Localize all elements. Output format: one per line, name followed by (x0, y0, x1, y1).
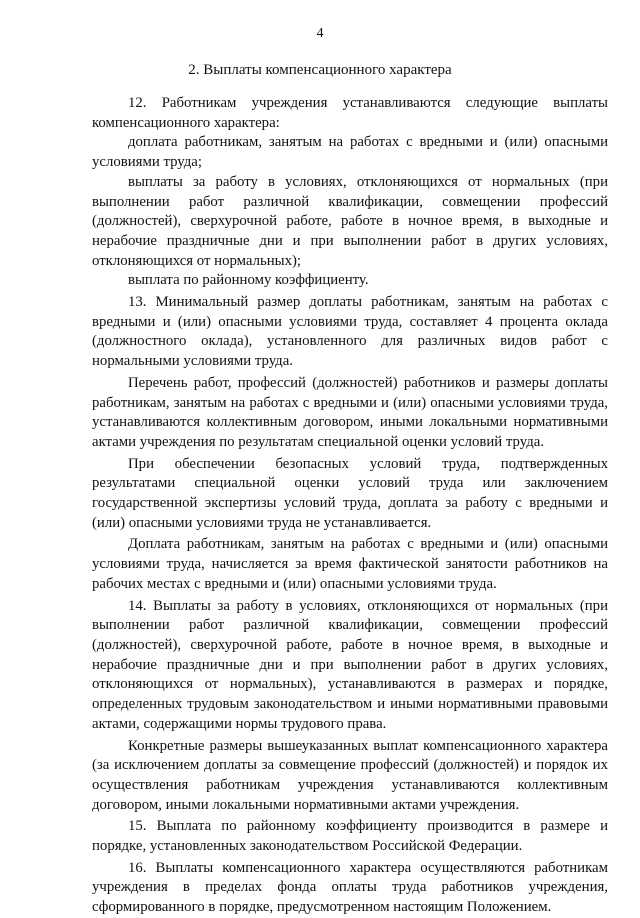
section-title: 2. Выплаты компенсационного характера (188, 62, 452, 78)
paragraph-15: 15. Выплата по районному коэффициенту производится в размере и порядке, установленных законодательством Российской Федерации. (92, 818, 608, 855)
paragraph-list-item-hazard: доплата работникам, занятым на работах с вредными и (или) опасными условиями труда; (92, 134, 608, 171)
paragraph-13-safe: При обеспечении безопасных условий труда, подтвержденных результатами специальной оценки условий труда или заключением государственной экспертизы условий труда, доплата за работу с вредными и (или) опасными условиями труда не устанавливается. (92, 455, 608, 531)
paragraph-13-accrual: Доплата работникам, занятым на работах с вредными и (или) опасными условиями труда, начисляется за время фактической занятости работников на рабочих местах с вредными и (или) опасными условиями труда. (92, 536, 608, 592)
paragraph-list-item-regional: выплата по районному коэффициенту. (128, 272, 369, 289)
paragraph-16: 16. Выплаты компенсационного характера осуществляются работникам учреждения в пределах фонда оплаты труда работников учреждения, сформированного в порядке, предусмотренном настоящим Положением. (92, 859, 608, 916)
paragraph-14-amounts: Конкретные размеры вышеуказанных выплат компенсационного характера (за исключением доплаты за совмещение профессий (должностей) и порядок их осуществления работникам учреждения устанавливаются коллективным договором, иными локальными нормативными актами учреждения. (92, 737, 608, 813)
page-number: 4 (316, 26, 324, 41)
paragraph-list-item-abnormal: выплаты за работу в условиях, отклоняющихся от нормальных (при выполнении работ различной квалификации, совмещении профессий (должностей), сверхурочной работе, работе в ночное время, в выходные и нерабочие праздничные дни и при выполнении работ в других условиях, отклоняющихся от нормальных); (92, 173, 608, 269)
paragraph-12: 12. Работникам учреждения устанавливаются следующие выплаты компенсационного характера: (92, 95, 608, 131)
paragraph-13: 13. Минимальный размер доплаты работникам, занятым на работах с вредными и (или) опасными условиями труда, составляет 4 процента оклада (должностного оклада), установленного для различных видов работ с нормальными условиями труда. (92, 294, 608, 370)
paragraph-13-list: Перечень работ, профессий (должностей) работников и размеры доплаты работникам, занятым на работах с вредными и (или) опасными условиями труда, устанавливаются коллективным договором, иными локальными нормативными актами учреждения по результатам специальной оценки условий труда. (92, 374, 608, 450)
paragraph-14: 14. Выплаты за работу в условиях, отклоняющихся от нормальных (при выполнении работ различной квалификации, совмещении профессий (должностей), сверхурочной работе, работе в ночное время, в выходные и нерабочие праздничные дни и при выполнении работ в других условиях, отклоняющихся от нормальных), устанавливаются в размерах и порядке, определенных трудовым законодательством и иными нормативными правовыми актами, содержащими нормы трудового права. (92, 597, 608, 732)
document-body (92, 94, 608, 918)
